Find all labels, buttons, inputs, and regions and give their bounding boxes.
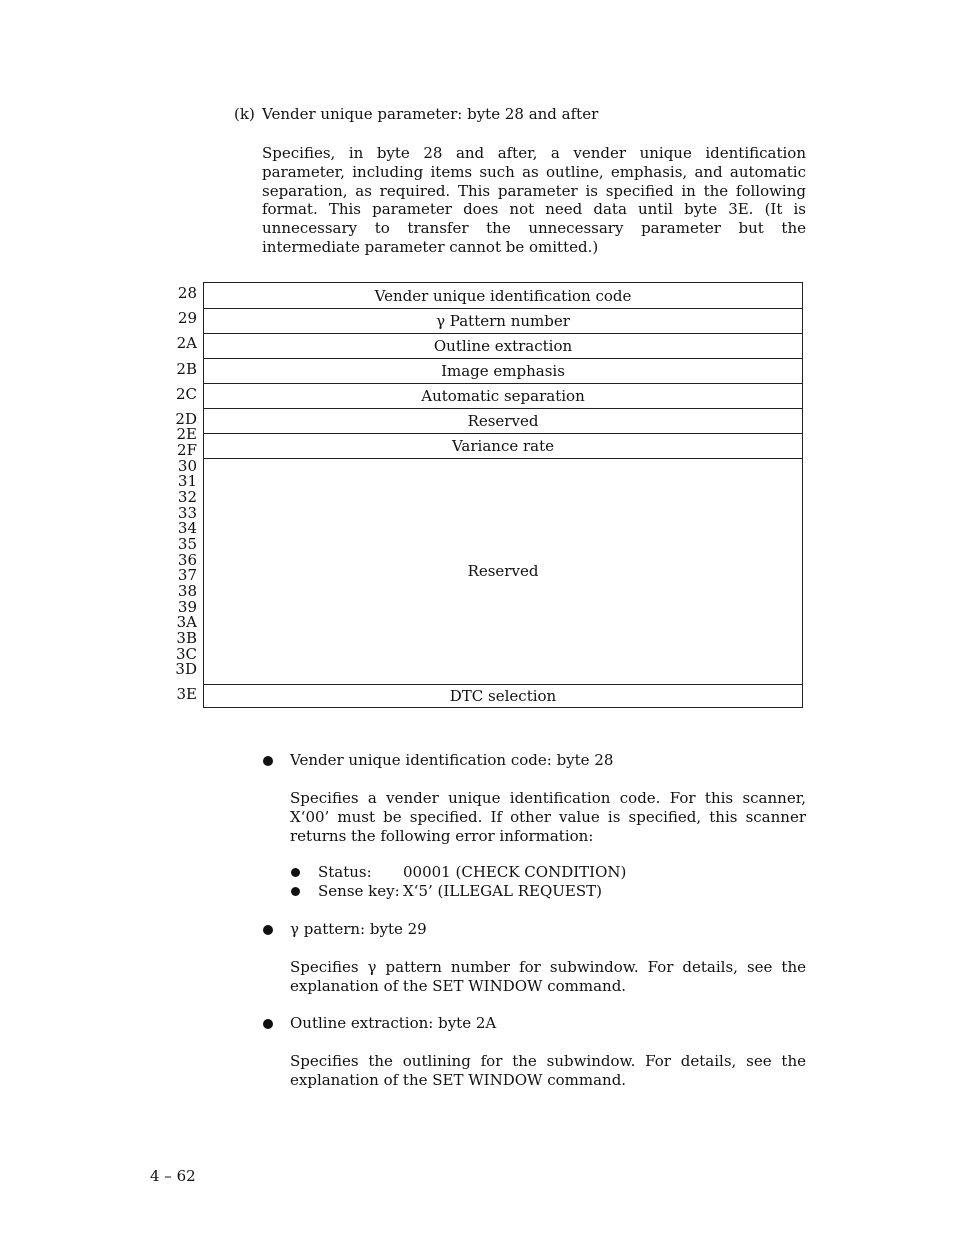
status-label: Status: [318, 863, 372, 881]
table-row [204, 358, 802, 384]
table-cell: γ Pattern number [436, 311, 570, 330]
item-heading: Vender unique identification code: byte 28 [290, 751, 614, 769]
byte-number: 29 [177, 309, 197, 327]
bullet-icon [263, 1019, 273, 1029]
byte-number: 33 [177, 504, 197, 522]
table-cell: Automatic separation [421, 386, 585, 405]
byte-number: 2B [176, 360, 197, 378]
bullet-icon [263, 925, 273, 935]
byte-number: 38 [177, 582, 197, 600]
byte-number: 2D [175, 410, 197, 428]
table-row [204, 408, 802, 434]
byte-number: 2C [175, 385, 197, 403]
item-heading: Outline extraction: byte 2A [290, 1014, 497, 1032]
parameter-table [203, 282, 803, 708]
byte-number: 30 [177, 457, 197, 475]
byte-number: 36 [177, 551, 197, 569]
sense-key-value: X‘5’ (ILLEGAL REQUEST) [403, 882, 602, 900]
table-cell: Reserved [467, 411, 539, 430]
table-cell: DTC selection [449, 687, 557, 705]
table-cell: Variance rate [451, 436, 555, 455]
byte-number: 3C [175, 645, 197, 663]
table-row [204, 684, 802, 708]
table-row [204, 283, 802, 309]
table-cell: Image emphasis [441, 361, 565, 380]
section-label: (k) [234, 105, 255, 123]
item-body: Specifies γ pattern number for subwindow. For details, see the explanation of the SET WINDOW command. [290, 958, 806, 995]
byte-number: 32 [177, 488, 197, 506]
status-value: 00001 (CHECK CONDITION) [403, 863, 627, 881]
table-cell: Reserved [467, 562, 539, 580]
byte-number: 31 [177, 472, 197, 490]
section-title: Vender unique parameter: byte 28 and after [262, 105, 599, 123]
table-cell: Outline extraction [433, 336, 573, 355]
byte-number: 3A [176, 613, 197, 631]
page-number: 4 – 62 [150, 1167, 196, 1185]
table-row [204, 458, 802, 685]
byte-number: 3E [176, 685, 197, 703]
bullet-icon [291, 887, 300, 896]
table-row [204, 383, 802, 409]
byte-number: 37 [177, 566, 197, 584]
section-description: Specifies, in byte 28 and after, a vender unique identification parameter, including items such as outline, emphasis, and automatic separation, as required. This parameter is specified in the following format. This parameter does not need data until byte 3E. (It is unnecessary to transfer the unnecessary parameter but the intermediate parameter cannot be omitted.) [262, 144, 806, 256]
table-cell: Vender unique identification code [374, 286, 632, 305]
table-row [204, 433, 802, 459]
byte-number: 35 [177, 535, 197, 553]
byte-number: 2F [177, 441, 197, 459]
byte-number: 28 [177, 284, 197, 302]
byte-number: 3D [175, 660, 197, 678]
item-body: Specifies a vender unique identification code. For this scanner, X‘00’ must be specified. If other value is specified, this scanner returns the following error information: [290, 789, 806, 845]
byte-number: 3B [176, 629, 197, 647]
bullet-icon [291, 868, 300, 877]
byte-number: 2E [176, 425, 197, 443]
table-row [204, 333, 802, 359]
byte-number: 39 [177, 598, 197, 616]
table-row [204, 308, 802, 334]
bullet-icon [263, 756, 273, 766]
sense-key-label: Sense key: [318, 882, 400, 900]
item-body: Specifies the outlining for the subwindow. For details, see the explanation of the SET WINDOW command. [290, 1052, 806, 1089]
byte-number: 2A [176, 334, 197, 352]
item-heading: γ pattern: byte 29 [290, 920, 427, 938]
byte-number: 34 [177, 519, 197, 537]
